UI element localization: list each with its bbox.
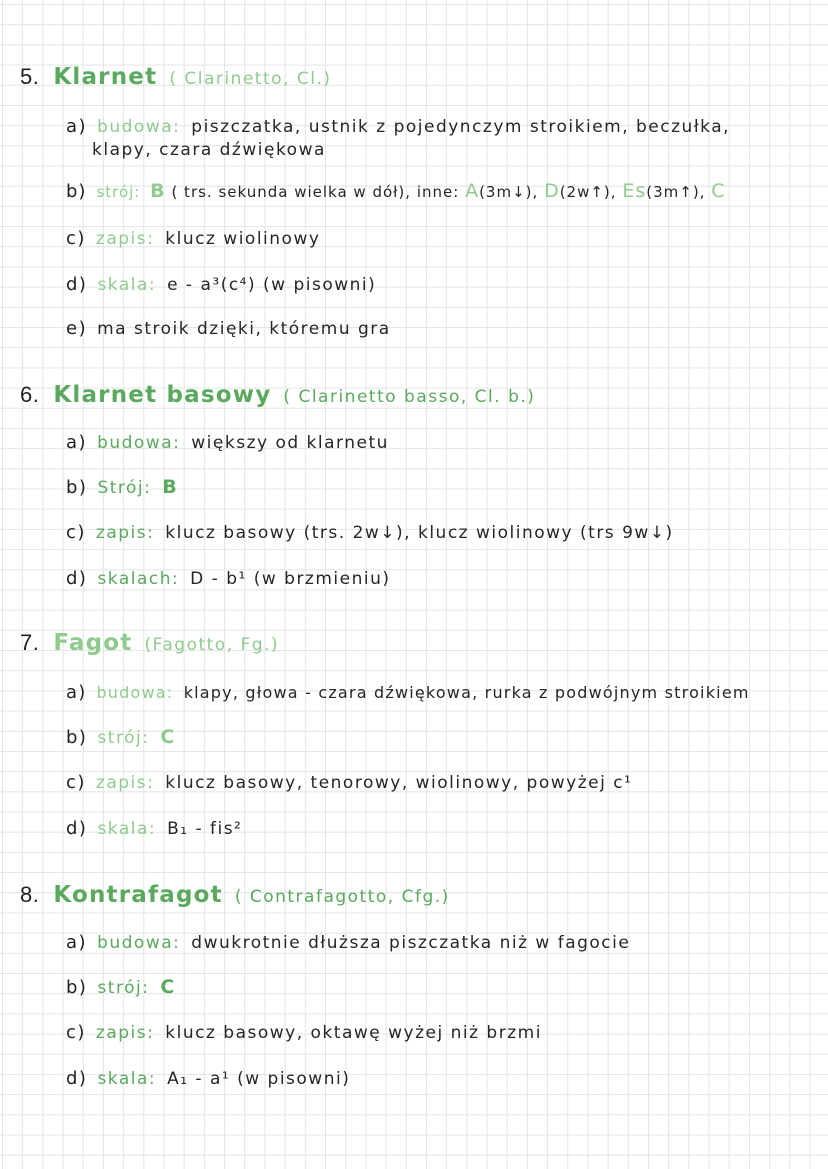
- item-text: klapy, głowa - czara dźwiękowa, rurka z podwójnym stroikiem: [183, 683, 750, 702]
- item-letter: a): [66, 116, 88, 137]
- section-subtitle: ( Contrafagotto, Cfg.): [234, 887, 450, 907]
- item-letter: d): [66, 568, 88, 589]
- item-text: A₁ - a¹ (w pisowni): [167, 1069, 351, 1089]
- section-title: Klarnet: [53, 64, 158, 90]
- list-item: [66, 726, 176, 748]
- item-field: budowa:: [97, 117, 181, 137]
- section-title: Fagot: [53, 630, 133, 656]
- item-value: Es: [622, 180, 647, 202]
- item-text: (3m↓),: [479, 183, 539, 201]
- list-item: [66, 274, 376, 295]
- list-item: [66, 772, 632, 793]
- item-letter: c): [66, 228, 86, 249]
- item-text: ma stroik dzięki, któremu gra: [97, 319, 391, 339]
- item-letter: c): [66, 522, 86, 543]
- item-field: strój:: [97, 728, 150, 748]
- item-text: ( trs. sekunda wielka w dół), inne:: [171, 183, 460, 201]
- item-field: zapis:: [95, 1023, 155, 1043]
- section-subtitle: ( Clarinetto, Cl.): [169, 69, 332, 89]
- section-heading: [20, 630, 279, 656]
- item-text: klucz basowy, tenorowy, wiolinowy, powyżej c¹: [165, 773, 633, 793]
- item-text: e - a³(c⁴) (w pisowni): [167, 275, 377, 295]
- list-item-continuation: [92, 140, 326, 160]
- item-letter: d): [66, 1068, 88, 1089]
- list-item: [66, 180, 726, 202]
- item-letter: e): [66, 318, 88, 339]
- item-letter: d): [66, 818, 88, 839]
- list-item: [66, 228, 320, 249]
- item-field: budowa:: [97, 933, 181, 953]
- item-field: budowa:: [96, 683, 174, 702]
- section-heading: [20, 382, 535, 408]
- item-text: (3m↑),: [646, 183, 706, 201]
- item-text: klucz basowy (trs. 2w↓), klucz wiolinowy (trs 9w↓): [165, 523, 674, 543]
- item-text: większy od klarnetu: [191, 433, 389, 453]
- section-subtitle: ( Clarinetto basso, Cl. b.): [283, 387, 536, 407]
- item-field: skala:: [97, 1069, 157, 1089]
- section-title: Kontrafagot: [53, 882, 223, 908]
- item-text: B₁ - fis²: [167, 819, 243, 839]
- list-item: [66, 932, 630, 953]
- list-item: [66, 116, 730, 137]
- item-field: Strój:: [97, 478, 152, 498]
- item-field: skala:: [97, 819, 157, 839]
- item-value: D: [544, 180, 560, 202]
- item-field: skala:: [97, 275, 157, 295]
- section-number: 8.: [20, 882, 40, 907]
- item-field: budowa:: [97, 433, 181, 453]
- item-field: zapis:: [95, 773, 155, 793]
- item-text: (2w↑),: [559, 183, 617, 201]
- item-field: skalach:: [97, 569, 180, 589]
- item-letter: a): [66, 932, 88, 953]
- list-item: [66, 818, 242, 839]
- section-title: Klarnet basowy: [53, 382, 272, 408]
- item-text: klapy, czara dźwiękowa: [92, 140, 326, 160]
- item-field: strój:: [96, 183, 141, 201]
- item-text: D - b¹ (w brzmieniu): [190, 569, 391, 589]
- list-item: [66, 1022, 542, 1043]
- item-value: C: [160, 726, 176, 748]
- item-value: C: [160, 976, 176, 998]
- list-item: [66, 1068, 350, 1089]
- list-item: [66, 432, 389, 453]
- list-item: [66, 522, 674, 543]
- section-subtitle: (Fagotto, Fg.): [144, 635, 280, 655]
- item-letter: b): [66, 477, 88, 498]
- item-letter: d): [66, 274, 88, 295]
- item-field: zapis:: [95, 523, 155, 543]
- item-value: B: [150, 180, 166, 202]
- item-text: piszczatka, ustnik z pojedynczym stroikiem, beczułka,: [191, 117, 731, 137]
- item-text: klucz basowy, oktawę wyżej niż brzmi: [165, 1023, 542, 1043]
- item-text: klucz wiolinowy: [165, 229, 321, 249]
- item-letter: c): [66, 1022, 86, 1043]
- item-value: C: [711, 180, 726, 202]
- list-item: [66, 976, 176, 998]
- item-letter: b): [66, 727, 88, 748]
- item-value: B: [162, 476, 179, 498]
- item-value: A: [465, 180, 480, 202]
- item-letter: b): [66, 977, 88, 998]
- item-text: dwukrotnie dłuższa piszczatka niż w fagocie: [191, 933, 631, 953]
- item-letter: a): [66, 432, 88, 453]
- list-item: [66, 476, 178, 498]
- section-number: 5.: [20, 64, 40, 89]
- section-heading: [20, 64, 331, 90]
- item-letter: c): [66, 772, 86, 793]
- list-item: [66, 568, 391, 589]
- item-letter: b): [66, 181, 87, 202]
- list-item: [66, 318, 391, 339]
- section-number: 7.: [20, 630, 40, 655]
- item-letter: a): [66, 682, 87, 703]
- section-number: 6.: [20, 382, 40, 407]
- list-item: [66, 682, 750, 703]
- item-field: strój:: [97, 978, 150, 998]
- section-heading: [20, 882, 450, 908]
- item-field: zapis:: [95, 229, 155, 249]
